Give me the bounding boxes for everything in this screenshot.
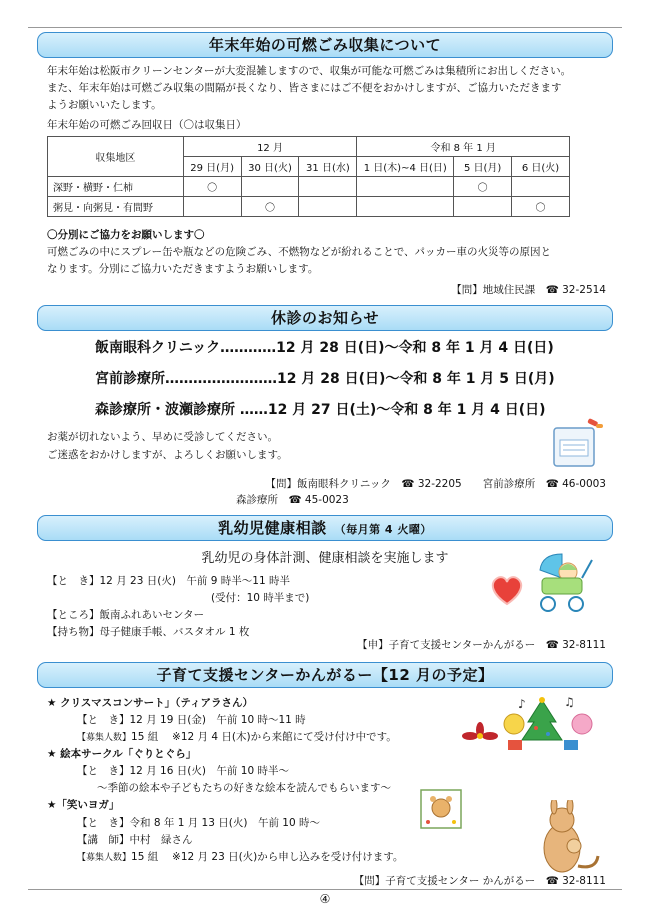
table-header-jan: 令和 8 年 1 月 xyxy=(357,137,570,157)
section-banner-kangaroo xyxy=(37,662,613,688)
garbage-intro: 年末年始は松阪市クリーンセンターが大変混雑しますので、収集が可能な可燃ごみは集積所にお出しください。 また、年末年始は可燃ごみ収集の間隔が長くなり、皆さまにはご不便をおかけしますが、ご協力いただきます ようお願いいたします。 xyxy=(47,65,572,111)
event-title: ★「笑いヨガ」 xyxy=(47,799,120,811)
infant-bring: 【持ち物】母子健康手帳、バスタオル 1 枚 xyxy=(47,626,250,638)
table-day: 29 日(月) xyxy=(183,157,241,177)
baby-stroller-icon xyxy=(532,548,596,620)
section-title: 年末年始の可燃ごみ収集について xyxy=(208,36,442,54)
clinic-closure: 森診療所・波瀬診療所 ……12 月 27 日(土)～令和 8 年 1 月 4 日(日) xyxy=(95,402,546,418)
kangaroo-contact: 【問】子育て支援センター かんがるー ☎ 32-8111 xyxy=(353,875,606,887)
event-title: ★ クリスマスコンサート」（ティアラさん） xyxy=(47,697,254,709)
infant-where: 【ところ】飯南ふれあいセンター xyxy=(47,609,205,621)
section-title: 休診のお知らせ xyxy=(270,309,380,327)
clinic-contact-line1: 【問】飯南眼科クリニック ☎ 32-2205 宮前診療所 ☎ 46-0003 xyxy=(265,478,606,490)
infant-lead: 乳幼児の身体計測、健康相談を実施します xyxy=(201,551,449,566)
section-banner-infant xyxy=(37,515,613,541)
clinic-contact-line2: 森診療所 ☎ 45-0023 xyxy=(236,494,349,506)
event-lecturer: 【講 師】中村 緑さん xyxy=(77,834,193,846)
table-row: 粥見・向粥見・有間野 〇 〇 xyxy=(48,197,570,217)
section-subtitle: （毎月第 4 火曜） xyxy=(334,523,432,536)
event-note: ～季節の絵本や子どもたちの好きな絵本を読んでもらいます～ xyxy=(97,782,391,794)
table-header-dec: 12 月 xyxy=(183,137,357,157)
collection-schedule-table xyxy=(47,136,570,217)
infant-when-note: (受付：10 時半まで) xyxy=(211,592,310,604)
table-day: 6 日(火) xyxy=(512,157,570,177)
event-when: 【と き】12 月 16 日(火) 午前 10 時半～ xyxy=(77,765,289,777)
section-title: 乳幼児健康相談 xyxy=(218,519,327,537)
clinic-closure: 宮前診療所……………………12 月 28 日(日)～令和 8 年 1 月 5 日(月) xyxy=(95,371,555,387)
christmas-illustration-icon xyxy=(452,694,602,754)
footer-rule xyxy=(28,889,622,890)
section-banner-clinic xyxy=(37,305,613,331)
table-day: 1 日(木)~4 日(日) xyxy=(357,157,454,177)
event-capacity: 【募集人数】15 組 ※12 月 23 日(火)から申し込みを受け付けます。 xyxy=(77,851,404,863)
event-capacity: 【募集人数】15 組 ※12 月 4 日(木)から来館にて受け付け中です。 xyxy=(77,731,397,743)
table-row: 深野・横野・仁柿 〇 〇 xyxy=(48,177,570,197)
kangaroo-icon xyxy=(532,800,602,878)
top-rule xyxy=(28,27,622,28)
table-day: 31 日(水) xyxy=(299,157,357,177)
section-banner-garbage xyxy=(37,32,613,58)
notice-title: 〇分別にご協力をお願いします〇 xyxy=(47,229,205,241)
event-when: 【と き】令和 8 年 1 月 13 日(火) 午前 10 時～ xyxy=(77,817,320,829)
section-title: 子育て支援センターかんがるー【12 月の予定】 xyxy=(156,666,494,684)
table-day: 5 日(月) xyxy=(454,157,512,177)
event-when: 【と き】12 月 19 日(金) 午前 10 時～11 時 xyxy=(77,714,306,726)
event-title: ★ 絵本サークル「ぐりとぐら」 xyxy=(47,748,197,760)
heart-icon xyxy=(488,570,526,608)
clinic-closure: 飯南眼科クリニック…………12 月 28 日(日)～令和 8 年 1 月 4 日(日) xyxy=(95,340,554,356)
page-number: ④ xyxy=(319,892,331,906)
table-caption: 年末年始の可燃ごみ回収日（〇は収集日） xyxy=(47,119,247,131)
infant-contact: 【申】子育て支援センターかんがるー ☎ 32-8111 xyxy=(357,639,606,651)
svg-text:♪: ♪ xyxy=(518,697,526,711)
clinic-body: お薬が切れないよう、早めに受診してください。 ご迷惑をおかけしますが、よろしくお願いします。 xyxy=(47,431,288,461)
medicine-bag-icon xyxy=(548,418,606,470)
infant-when: 【と き】12 月 23 日(火) 午前 9 時半～11 時半 xyxy=(47,575,290,587)
table-header-area: 収集地区 xyxy=(48,137,184,177)
svg-text:♫: ♫ xyxy=(564,695,575,709)
notice-body: 可燃ごみの中にスプレー缶や瓶などの危険ごみ、不燃物などが紛れることで、パッカー車の火災等の原因と なります。分別にご協力いただきますようお願いします。 xyxy=(47,246,551,275)
picture-book-icon xyxy=(418,786,464,832)
garbage-contact: 【問】地域住民課 ☎ 32-2514 xyxy=(451,284,606,296)
table-day: 30 日(火) xyxy=(241,157,299,177)
